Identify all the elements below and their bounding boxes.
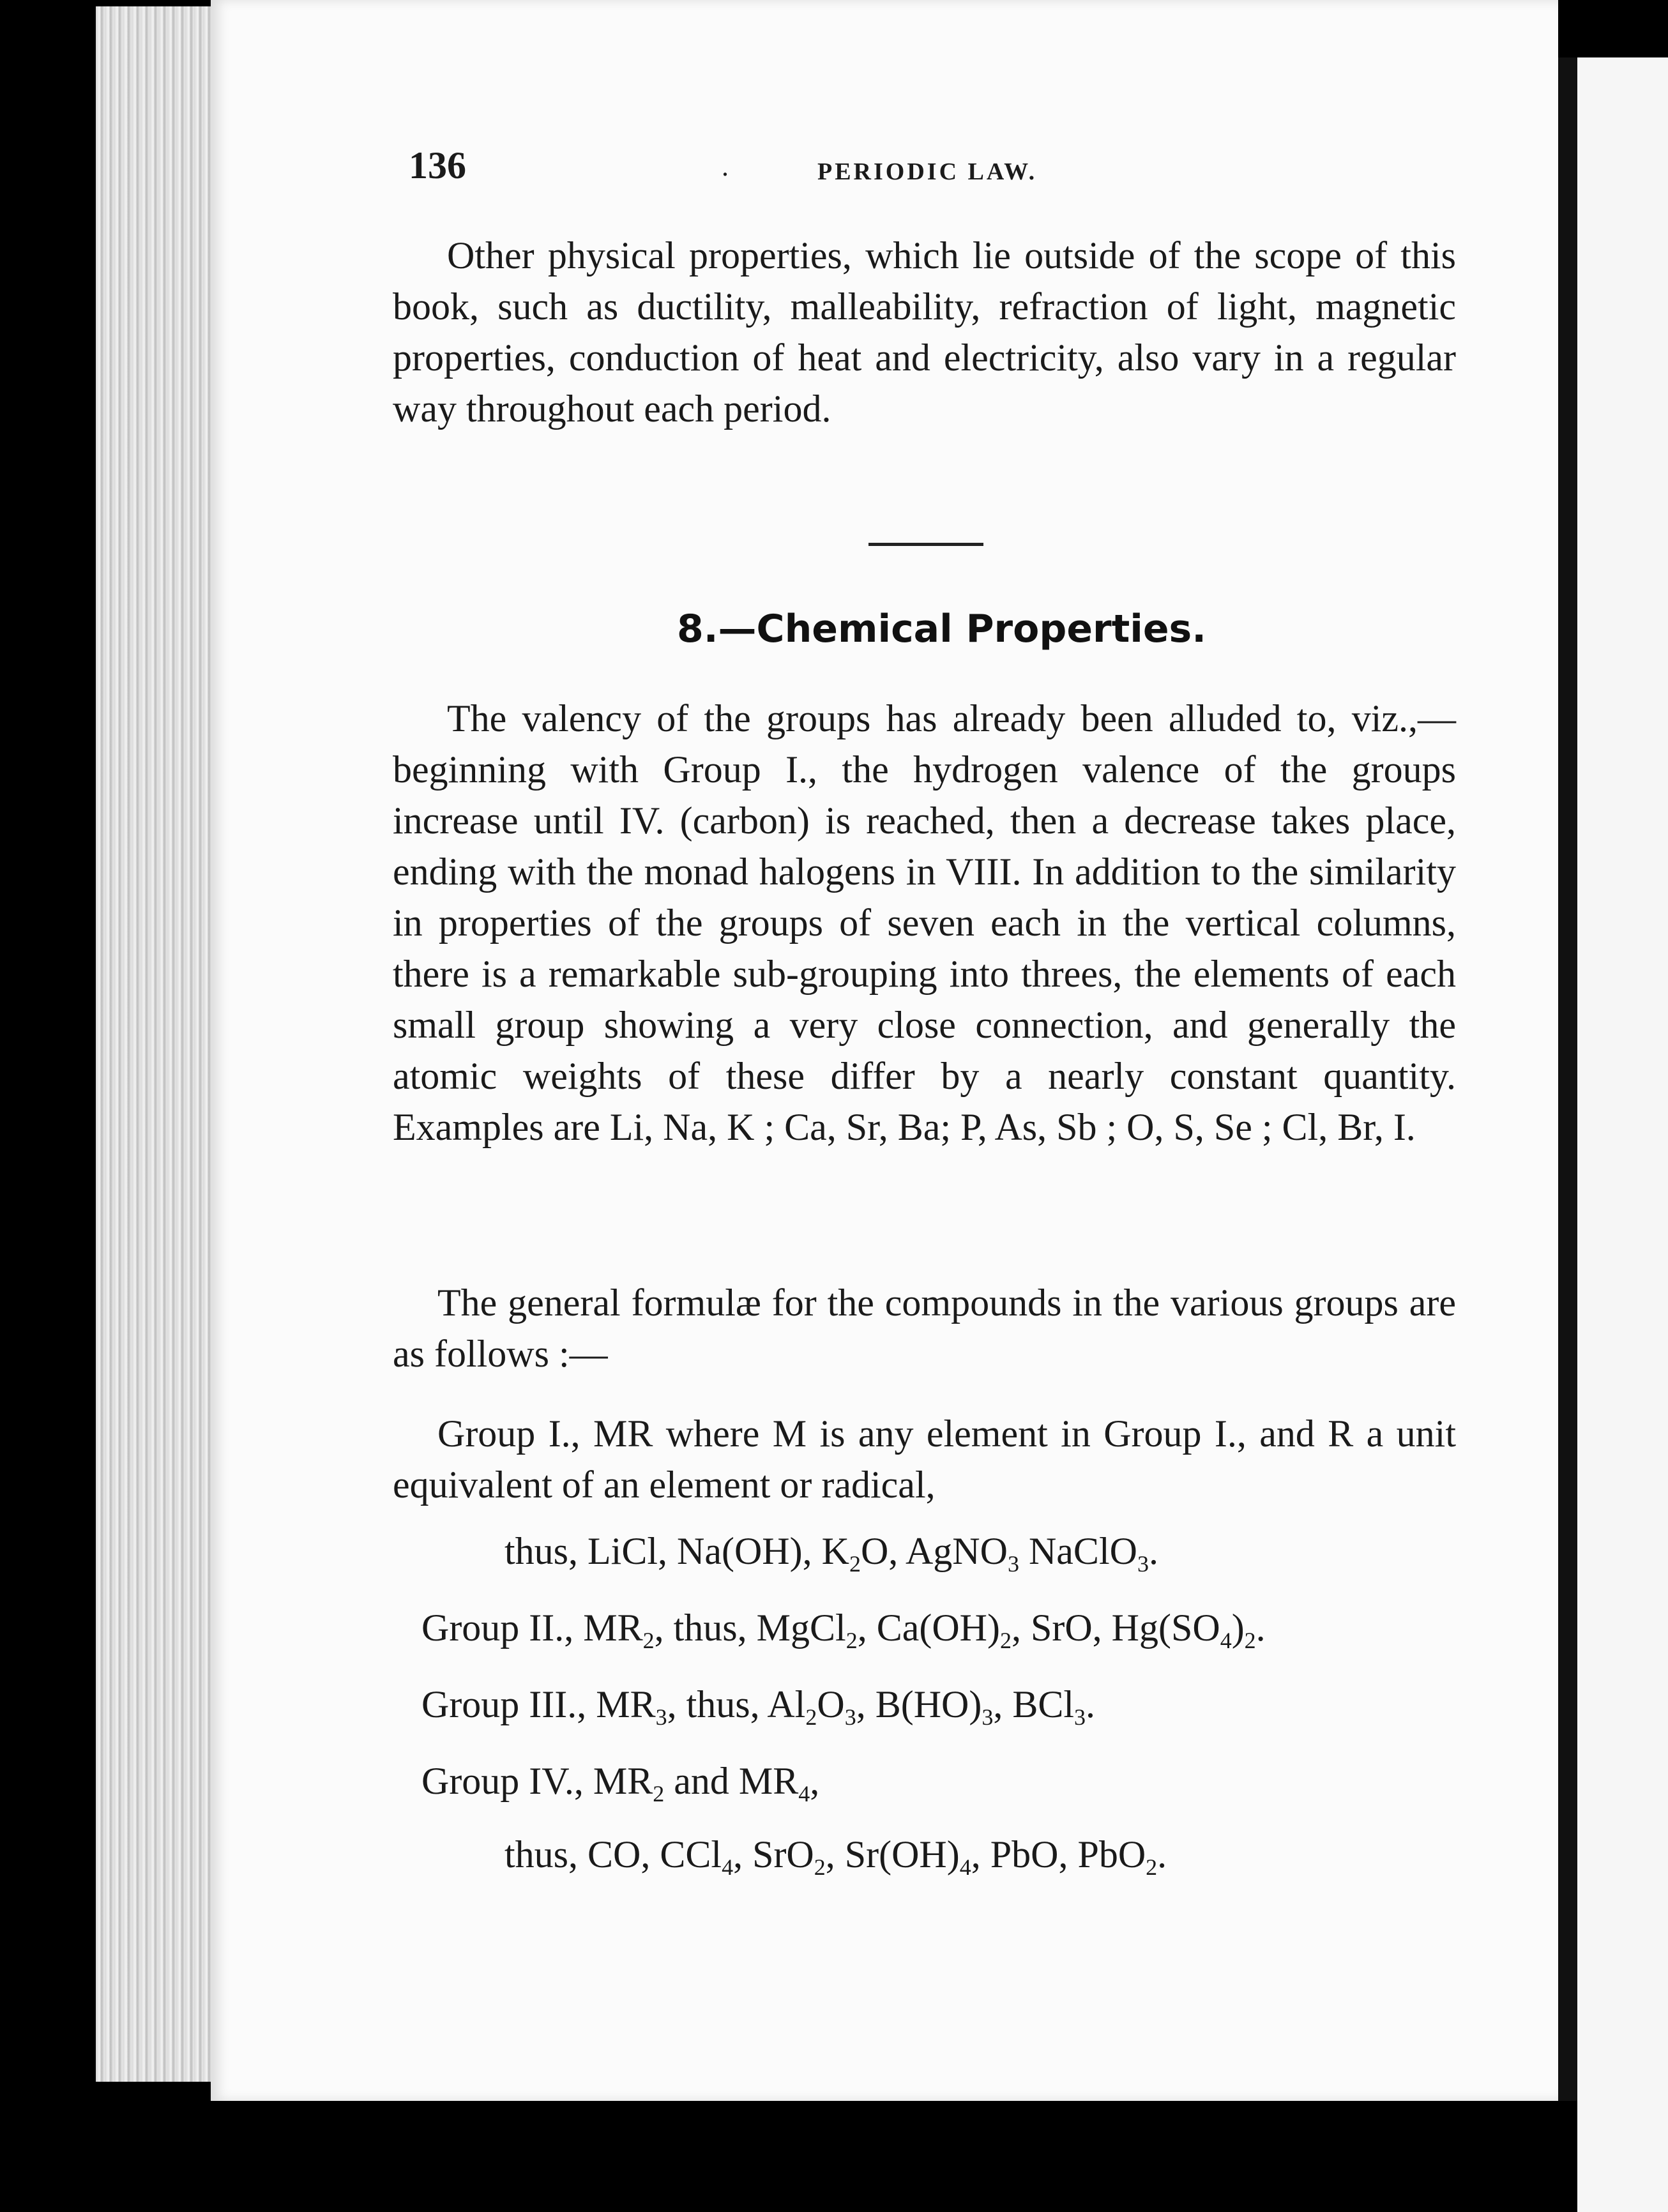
formula-line-group-four	[421, 1759, 820, 1807]
formula-text: , B(HO)	[856, 1683, 982, 1725]
paragraph-group-one: Group I., MR where M is any element in Group I., and R a unit equivalent of an element or radical,	[393, 1413, 1456, 1506]
formula-line-group-four-examples	[504, 1833, 1167, 1880]
formula-text: NaClO	[1019, 1530, 1137, 1572]
formula-text: , SrO	[733, 1833, 814, 1875]
running-head-dot: .	[722, 151, 729, 182]
formula-subscript: 2	[642, 1628, 655, 1653]
formula-text: , BCl	[993, 1683, 1075, 1725]
formula-text: .	[1157, 1833, 1167, 1875]
formula-text: , Ca(OH)	[857, 1607, 1000, 1649]
formula-text: , thus, MgCl	[654, 1607, 846, 1649]
formula-subscript: 2	[814, 1854, 826, 1880]
formula-text: , Sr(OH)	[825, 1833, 960, 1875]
formula-text: )	[1231, 1607, 1245, 1649]
formula-text: .	[1086, 1683, 1096, 1725]
formula-text: O	[817, 1683, 845, 1725]
section-heading: 8.—Chemical Properties.	[677, 607, 1207, 651]
page-number: 136	[409, 144, 466, 186]
formula-text: Group II., MR	[421, 1607, 643, 1649]
section-divider	[868, 543, 983, 546]
formula-text: , thus, Al	[667, 1683, 806, 1725]
formula-subscript: 3	[1074, 1704, 1086, 1730]
formula-subscript: 3	[1137, 1551, 1149, 1577]
formula-line-group-one	[504, 1529, 1158, 1577]
paragraph-physical-properties: Other physical properties, which lie outside of the scope of this book, such as ductility, malleability, refraction of light, magnetic properties, conduction of heat and electricity, also vary in a regular way throughout each period.	[393, 234, 1456, 430]
formula-subscript: 3	[844, 1704, 856, 1730]
formula-text: Group IV., MR	[421, 1760, 653, 1802]
formula-subscript: 2	[805, 1704, 817, 1730]
formula-subscript: 2	[845, 1628, 858, 1653]
running-head-title: PERIODIC LAW.	[817, 158, 1038, 185]
formula-text: , SrO, Hg(SO	[1011, 1607, 1220, 1649]
formula-text: Group III., MR	[421, 1683, 656, 1725]
formula-text: thus, CO, CCl	[504, 1833, 722, 1875]
formula-subscript: 4	[1220, 1628, 1232, 1653]
formula-subscript: 4	[722, 1854, 734, 1880]
running-head	[409, 144, 1456, 195]
formula-text: and MR	[664, 1760, 799, 1802]
formula-subscript: 2	[849, 1551, 861, 1577]
formula-text: O, AgNO	[860, 1530, 1008, 1572]
formula-subscript: 4	[959, 1854, 971, 1880]
formula-subscript: 3	[655, 1704, 667, 1730]
formula-text: , PbO, PbO	[971, 1833, 1146, 1875]
formula-text: thus, LiCl, Na(OH), K	[504, 1530, 849, 1572]
formula-subscript: 2	[999, 1628, 1012, 1653]
formula-text: ,	[810, 1760, 820, 1802]
formula-subscript: 2	[1146, 1854, 1158, 1880]
formula-line-group-two	[421, 1606, 1266, 1653]
facing-page-strip	[1577, 57, 1668, 2212]
formula-subscript: 2	[1244, 1628, 1256, 1653]
formula-line-group-three	[421, 1683, 1096, 1730]
book-gutter-shadow	[1558, 57, 1577, 2101]
formula-subscript: 2	[653, 1781, 665, 1807]
formula-subscript: 3	[1007, 1551, 1019, 1577]
formula-subscript: 3	[982, 1704, 994, 1730]
paragraph-general-formulae: The general formulæ for the compounds in the various groups are as follows :—	[393, 1282, 1456, 1375]
formula-subscript: 4	[798, 1781, 810, 1807]
book-page-edges	[96, 6, 224, 2082]
formula-text: .	[1148, 1530, 1158, 1572]
paragraph-valency: The valency of the groups has already been alluded to, viz.,—beginning with Group I., the hydrogen valence of the groups increase until IV. (carbon) is reached, then a decrease takes place, ending with the monad halogens in VIII. In addition to the similarity in properties of the groups of seven each in the vertical columns, there is a remarkable sub-grouping into threes, the elements of each small group showing a very close connection, and generally the atomic weights of these differ by a nearly constant quantity. Examples are Li, Na, K ; Ca, Sr, Ba; P, As, Sb ; O, S, Se ; Cl, Br, I.	[393, 697, 1456, 1148]
formula-text: .	[1255, 1607, 1266, 1649]
